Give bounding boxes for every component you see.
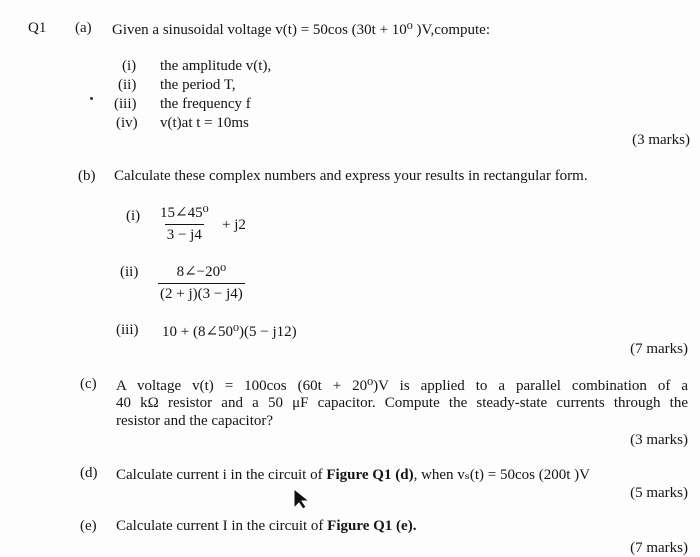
fraction-2-numerator: 8∠−20⁰ — [176, 264, 227, 280]
part-b-expression-3: 10 + (8∠50⁰)(5 − j12) — [162, 324, 297, 340]
fraction-1-suffix: + j2 — [222, 217, 246, 233]
fraction-2 — [158, 262, 245, 303]
part-c-line-1: A voltage v(t) = 100cos (60t + 20⁰)V is applied to a parallel combination of a — [116, 378, 688, 394]
part-b-item-num-3: (iii) — [116, 322, 139, 338]
fraction-2-denominator: (2 + j)(3 − j4) — [158, 283, 245, 303]
part-a-marks: (3 marks) — [632, 132, 690, 148]
part-d-marks: (5 marks) — [630, 485, 688, 501]
part-a-item-num-4: (iv) — [116, 115, 138, 131]
part-a-item-num-3: (iii) — [114, 96, 137, 112]
fraction-1-denominator: 3 − j4 — [165, 224, 204, 244]
part-b-item-num-1: (i) — [126, 208, 141, 224]
part-e-prompt-pre: Calculate current I in the circuit of — [116, 518, 324, 534]
part-b-letter: (b) — [78, 168, 96, 184]
part-a-letter: (a) — [75, 20, 92, 36]
fraction-1 — [158, 203, 211, 244]
part-a-prompt: Given a sinusoidal voltage v(t) = 50cos (30t + 10⁰ )V,compute: — [112, 22, 491, 38]
stray-dot — [90, 97, 93, 100]
part-a-item-text-2: the period T, — [160, 77, 236, 93]
part-e-marks: (7 marks) — [630, 540, 688, 556]
figure-q1d-ref[interactable]: Figure Q1 (d) — [326, 467, 414, 483]
part-e-prompt — [116, 518, 416, 535]
part-b-marks: (7 marks) — [630, 341, 688, 357]
figure-q1e-ref[interactable]: Figure Q1 (e). — [327, 518, 417, 534]
mouse-pointer-icon — [292, 488, 314, 510]
part-c-line-3: resistor and the capacitor? — [116, 413, 274, 429]
part-d-prompt — [116, 465, 590, 484]
part-a-item-num-1: (i) — [122, 58, 137, 74]
part-c-letter: (c) — [80, 376, 97, 392]
part-a-item-text-1: the amplitude v(t), — [160, 58, 272, 74]
part-b-prompt: Calculate these complex numbers and express your results in rectangular form. — [114, 168, 588, 184]
part-a-item-text-3: the frequency f — [160, 96, 251, 112]
part-b-item-num-2: (ii) — [120, 264, 139, 280]
part-d-prompt-post: , when vₛ(t) = 50cos (200t )V — [413, 467, 590, 483]
part-a-item-num-2: (ii) — [118, 77, 137, 93]
part-e-letter: (e) — [80, 518, 97, 534]
part-c-marks: (3 marks) — [630, 432, 688, 448]
part-c-line-2: 40 kΩ resistor and a 50 μF capacitor. Compute the steady-state currents through the — [116, 395, 688, 411]
fraction-1-numerator: 15∠45⁰ — [160, 205, 209, 221]
part-a-item-text-4: v(t)at t = 10ms — [160, 115, 249, 131]
question-number: Q1 — [28, 20, 47, 36]
part-d-prompt-pre: Calculate current i in the circuit of — [116, 467, 323, 483]
part-d-letter: (d) — [80, 465, 98, 481]
